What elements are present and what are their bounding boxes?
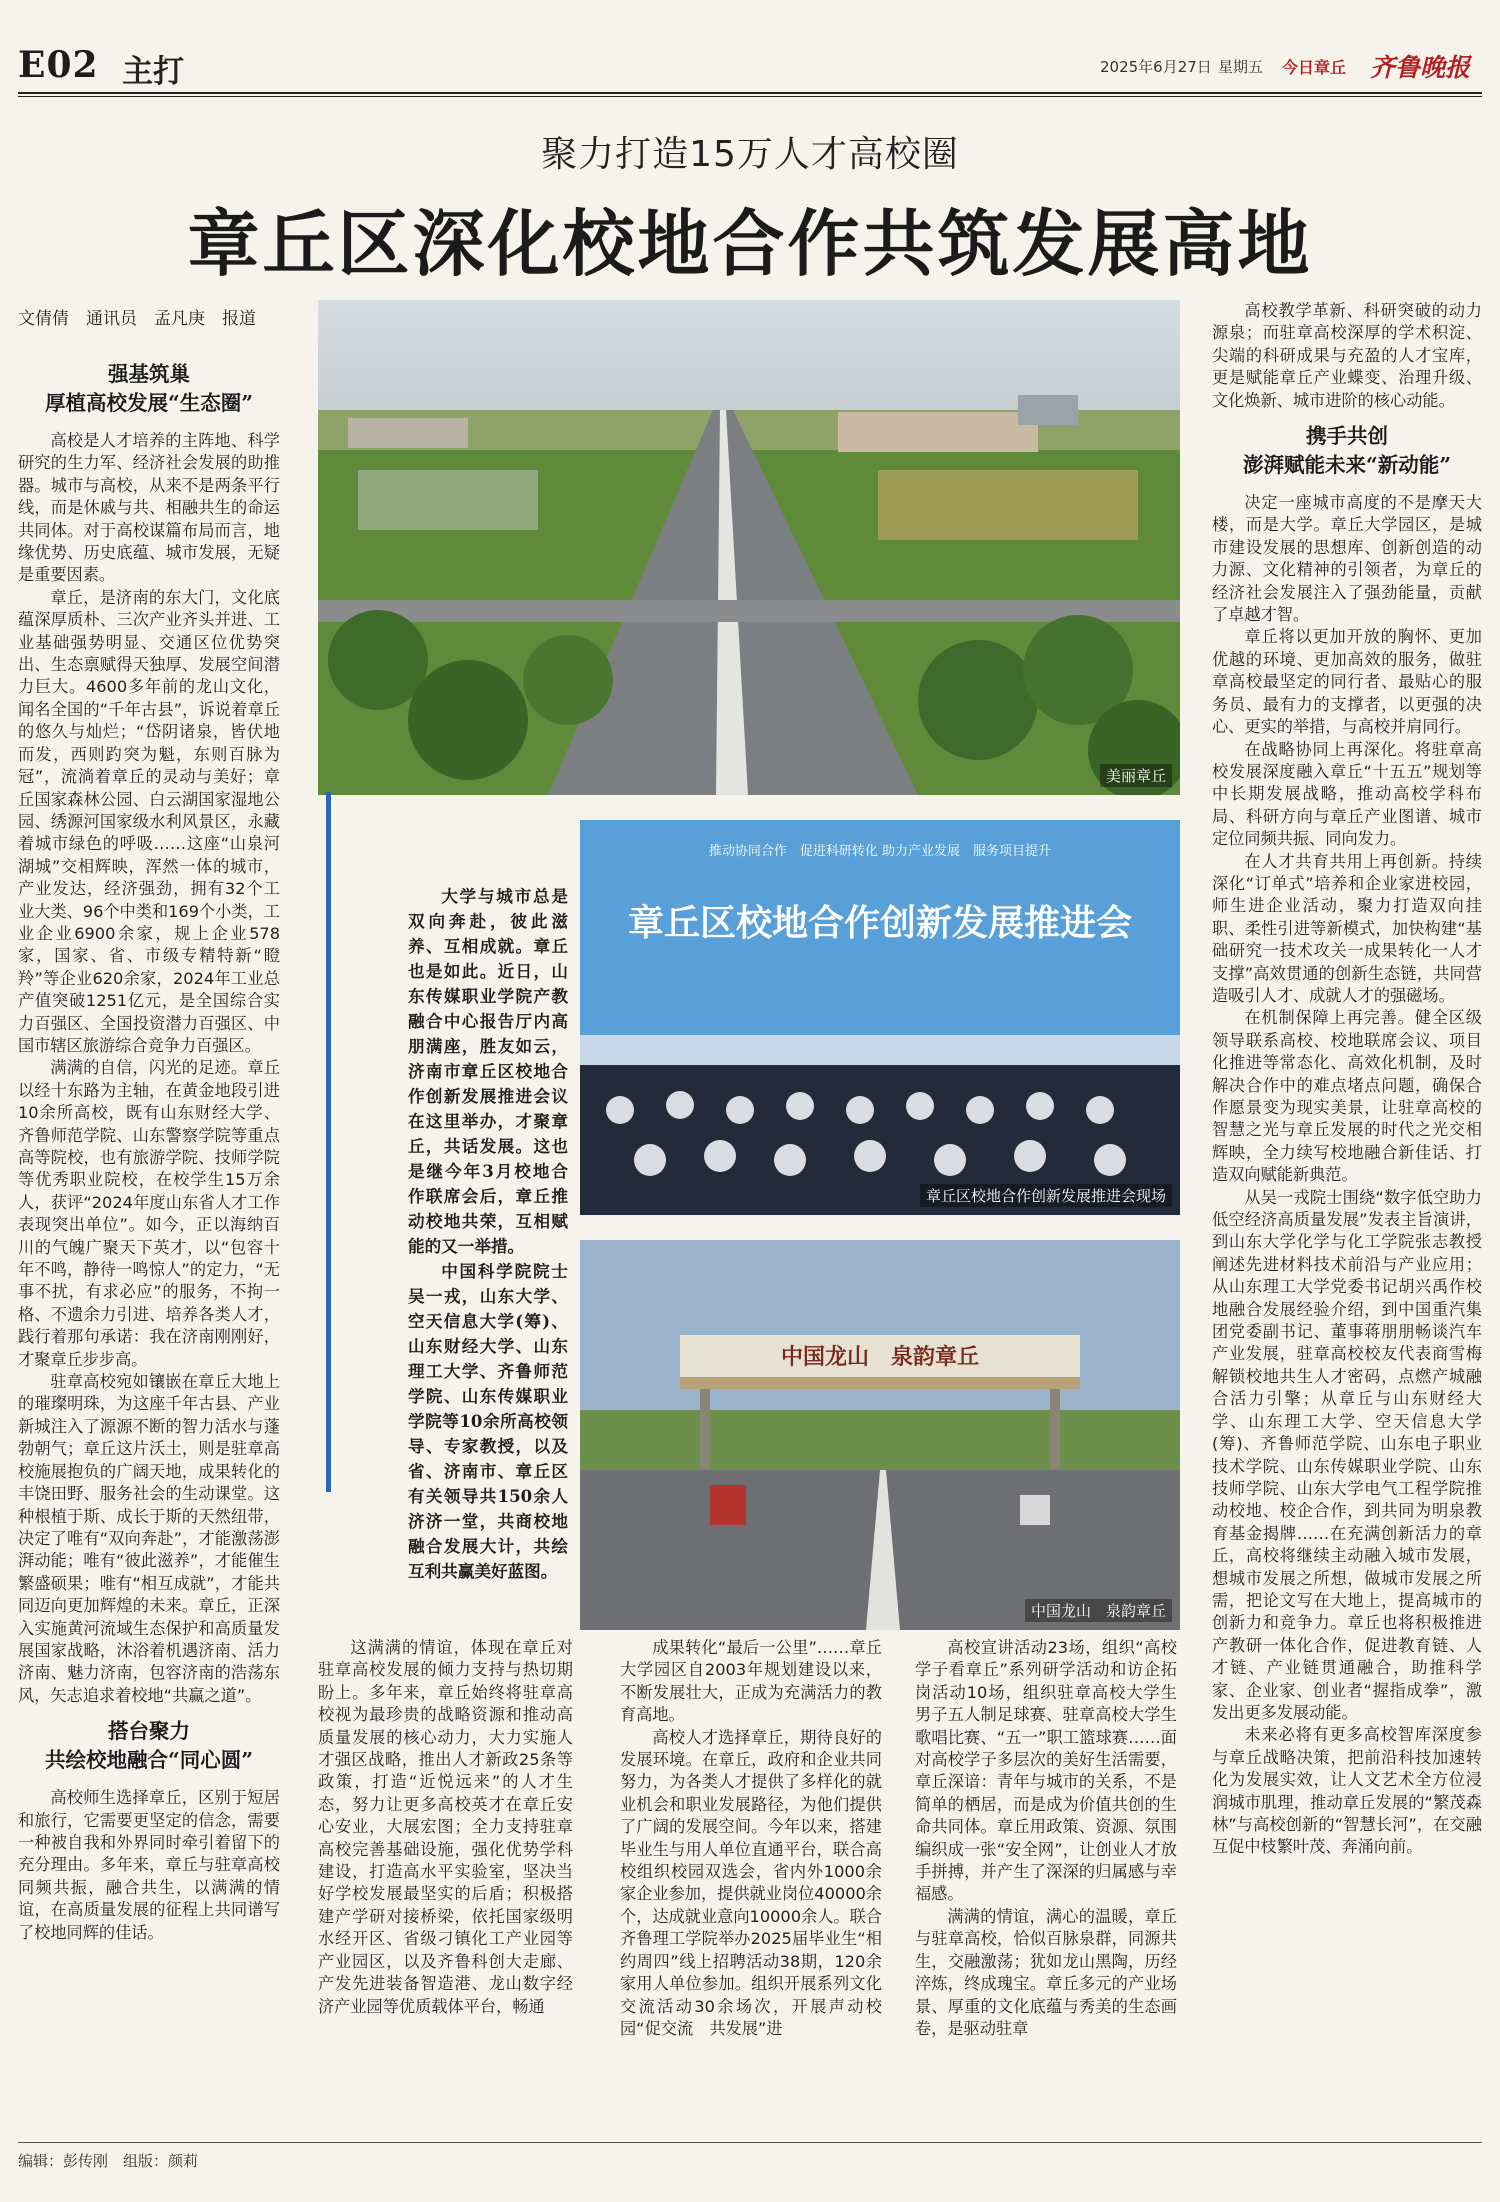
paragraph: 成果转化“最后一公里”……章丘大学园区自2003年规划建设以来，不断发展壮大，正成为充满活力的教育高地。 [620,1638,882,1725]
page-number: E02 [18,44,99,86]
lead-paragraph: 中国科学院院士吴一戎，山东大学、空天信息大学(筹)、山东财经大学、山东理工大学、齐鲁师范学院、山东传媒职业学院等10余所高校领导、专家教授，以及省、济南市、章丘区有关领导共150余人济济一堂，共商校地融合发展大计，共绘互利共赢美好蓝图。 [408,1261,568,1581]
column-2 [318,1637,573,2132]
paragraph: 高校人才选择章丘，期待良好的发展环境。在章丘，政府和企业共同努力，为各类人才提供了多样化的就业机会和职业发展路径，为他们提供了广阔的发展空间。今年以来，搭建毕业生与用人单位直通平台，联合高校组织校园双选会，省内外1000余家企业参加，提供就业岗位40000余个，达成就业意向10000余人。联合齐鲁理工学院举办2025届毕业生“相约周四”线上招聘活动38期，120余家用人单位参加。组织开展系列文化交流活动30余场次，开展声动校园“促交流 共发展”进 [620,1727,882,2038]
issue-date: 2025年6月27日 [1100,58,1212,76]
photo-aerial-zhangqiu [318,300,1180,795]
paragraph: 高校是人才培养的主阵地、科学研究的生力军、经济社会发展的助推器。城市与高校，从来不是两条平行线，而是休戚与共、相融共生的命运共同体。对于高校谋篇布局而言，地缘优势、历史底蕴、城市发展，无疑是重要因素。 [18,431,280,585]
subheading-2: 搭台聚力 共绘校地融合“同心圆” [44,1719,254,1773]
newspaper-logo: 齐鲁晚报 [1370,53,1471,82]
paragraph: 高校师生选择章丘，区别于短居和旅行，它需要更坚定的信念，需要一种被自我和外界同时牵引着留下的充分理由。多年来，章丘与驻章高校同频共振，融合共生，以满满的情谊，在高质量发展的征程上共同谱写了校地同辉的佳话。 [18,1788,280,1942]
road-illustration [580,1240,1180,1630]
conference-illustration [580,820,1180,1215]
byline: 文倩倩 通讯员 孟凡庚 报道 [18,309,256,329]
paragraph: 满满的自信，闪光的足迹。章丘以经十东路为主轴，在黄金地段引进10余所高校，既有山东财经大学、齐鲁师范学院、山东警察学院等重点高等院校，也有旅游学院、技师学院等优秀职业院校，在校学生15万余人，获评“2024年度山东省人才工作表现突出单位”。如今，正以海纳百川的气魄广聚天下英才，以“包容十年不鸣，静待一鸣惊人”的定力，“无事不扰，有求必应”的服务，不拘一格、不遗余力引进、培养各类人才，践行着那句承诺：我在济南刚刚好，才聚章丘步步高。 [18,1058,280,1369]
subheading-3: 携手共创 澎湃赋能未来“新动能” [1242,424,1452,478]
lead-accent-bar [326,792,331,1492]
paragraph: 决定一座城市高度的不是摩天大楼，而是大学。章丘大学园区，是城市建设发展的思想库、创新创造的动力源、文化精神的引领者，为章丘的经济社会发展注入了强劲能量，贡献了卓越才智。 [1212,493,1482,625]
paragraph: 在人才共育共用上再创新。持续深化“订单式”培养和企业家进校园，师生进企业活动，聚力打造双向挂职、柔性引进等新模式，加快构建“基础研究一技术攻关一成果转化一人才支撑”高效贯通的创新生态链，共同营造吸引人才、成就人才的强磁场。 [1212,851,1482,1005]
headline: 章丘区深化校地合作共筑发展高地 [187,201,1313,286]
photo-1-caption: 美丽章丘 [1100,764,1172,787]
photo-2-caption: 章丘区校地合作创新发展推进会现场 [920,1184,1172,1207]
lead-paragraph: 大学与城市总是双向奔赴，彼此滋养、互相成就。章丘也是如此。近日，山东传媒职业学院产教融合中心报告厅内高朋满座，胜友如云，济南市章丘区校地合作创新发展推进会议在这里举办，才聚章丘，共话发展。这也是继今年3月校地合作联席会后，章丘推动校地共荣，互相赋能的又一举措。 [408,886,568,1256]
paragraph: 未来必将有更多高校智库深度参与章丘战略决策，把前沿科技加速转化为发展实效，让人文艺术全方位浸润城市肌理，推动章丘发展的“繁茂森林”与高校创新的“智慧长河”，在交融互促中枝繁叶茂、奔涌向前。 [1212,1725,1482,1857]
section-name: 主打 [122,54,184,90]
column-5 [1212,300,1482,2132]
conference-banner-text: 章丘区校地合作创新发展推进会 [627,903,1133,944]
header-rule-thin [18,96,1482,97]
paragraph: 从吴一戎院士围绕“数字低空助力低空经济高质量发展”发表主旨演讲，到山东大学化学与化工学院张志教授阐述先进材料技术前沿与产业应用；从山东理工大学党委书记胡兴禹作校地融合发展经验介绍，到中国重汽集团党委副书记、董事蒋朋朋畅谈汽车产业发展，驻章高校校友代表商雪梅解锁校地共生人才密码，点燃产城融合活力引擎；从章丘与山东财经大学、山东理工大学、空天信息大学(筹)、齐鲁师范学院、山东电子职业技术学院、山东传媒职业学院、山东技师学院、山东大学电气工程学院推动校地、校企合作，到共同为明泉教育基金揭牌……在充满创新活力的章丘，高校将继续主动融入城市发展，想城市发展之所想，做城市发展之所需，把论文写在大地上，提高城市的创新力和竞争力。章丘也将积极推进产教研一体化合作，促进教育链、人才链、产业链贯通融合，助推科学家、企业家、创业者“握指成拳”，激发出更多发展动能。 [1212,1187,1482,1722]
paragraph: 章丘将以更加开放的胸怀、更加优越的环境、更加高效的服务，做驻章高校最坚定的同行者、最贴心的服务员、最有力的支撑者，以更强的决心、更实的举措，与高校并肩同行。 [1212,627,1482,737]
column-1 [18,338,280,2132]
paragraph: 高校宣讲活动23场，组织“高校学子看章丘”系列研学活动和访企拓岗活动10场，组织驻章高校大学生男子五人制足球赛、驻章高校大学生歌唱比赛、“五一”职工篮球赛……面对高校学子多层次的美好生活需要，章丘深谙：青年与城市的关系，不是简单的栖居，而是成为价值共创的生命共同体。章丘用政策、资源、氛围编织成一张“安全网”，让创业人才放手拼搏，并产生了深深的归属感与幸福感。 [915,1638,1177,1904]
conference-slogan: 推动协同合作 促进科研转化 助力产业发展 服务项目提升 [708,844,1052,859]
paragraph: 高校教学革新、科研突破的动力源泉；而驻章高校深厚的学术积淀、尖端的科研成果与充盈的人才宝库，更是赋能章丘产业蝶变、治理升级、文化焕新、城市进阶的核心动能。 [1212,301,1482,410]
kicker: 聚力打造15万人才高校圈 [541,134,959,175]
lead-text [408,884,568,1584]
editor-credit: 编辑：彭传刚 组版：颜莉 [18,2152,199,2170]
paragraph: 驻章高校宛如镶嵌在章丘大地上的璀璨明珠，为这座千年古县、产业新城注入了源源不断的智力活水与蓬勃朝气；章丘这片沃土，则是驻章高校施展抱负的广阔天地，成果转化的丰饶田野、服务社会的生动课堂。这种根植于斯、成长于斯的天然纽带，决定了唯有“双向奔赴”，才能激荡澎湃动能；唯有“彼此滋养”，才能催生繁盛硕果；唯有“相互成就”，才能共同迈向更加辉煌的未来。章丘，正深入实施黄河流域生态保护和高质量发展国家战略，沐浴着机遇济南、活力济南、魅力济南，包容济南的浩荡东风，矢志追求着校地“共赢之道”。 [18,1372,280,1705]
paragraph: 在战略协同上再深化。将驻章高校发展深度融入章丘“十五五”规划等中长期发展战略，推动高校学科布局、科研方向与章丘产业图谱、城市定位同频共振、同向发力。 [1212,739,1482,849]
paragraph: 在机制保障上再完善。健全区级领导联系高校、校地联席会议、项目化推进等常态化、高效化机制，及时解决合作中的难点堵点问题，确保合作愿景变为现实美景，让驻章高校的智慧之光与章丘发展的时代之光交相辉映，全力续写校地融合新佳话、打造双向赋能新典范。 [1212,1008,1482,1185]
paragraph: 章丘，是济南的东大门，文化底蕴深厚质朴、三次产业齐头并进、工业基础强势明显、交通区位优势突出、生态禀赋得天独厚、发展空间潜力巨大。4600多年前的龙山文化，闻名全国的“千年古县”，诉说着章丘的悠久与灿烂；“岱阴诸泉，皆伏地而发，西则趵突为魁，东则百脉为冠”，流淌着章丘的灵动与美好；章丘国家森林公园、白云湖国家湿地公园、绣源河国家级水利风景区，永藏着城市绿色的呼吸……这座“山泉河湖城”交相辉映，浑然一体的城市，产业发达，经济强劲，拥有32个工业大类、96个中类和169个小类，工业企业6900余家，规上企业578家，国家、省、市级专精特新“瞪羚”等企业620余家，2024年工业总产值突破1251亿元，是全国综合实力百强区、全国投资潜力百强区、中国市辖区旅游综合竞争力百强区。 [18,587,280,1055]
aerial-illustration [318,300,1180,795]
header-rule [18,92,1482,94]
paragraph: 这满满的情谊，体现在章丘对驻章高校发展的倾力支持与热切期盼上。多年来，章丘始终将驻章高校视为最珍贵的战略资源和推动高质量发展的核心动力，大力实施人才强区战略，推出人才新政25条等政策，打造“近悦远来”的人才生态，努力让更多高校英才在章丘安心安业，大展宏图；全力支持驻章高校完善基础设施，强化优势学科建设，打造高水平实验室，坚决当好学校发展最坚实的后盾；积极搭建产学研对接桥梁，依托国家级明水经开区、省级刁镇化工产业园等产业园区，以及齐鲁科创大走廊、产发先进装备智造港、龙山数字经济产业园等优质载体平台，畅通 [318,1638,573,2016]
column-3 [620,1637,882,2132]
column-4 [915,1637,1177,2132]
issue-weekday: 星期五 [1218,58,1264,76]
photo-road-sign [580,1240,1180,1630]
photo-3-caption: 中国龙山 泉韵章丘 [1025,1599,1172,1622]
road-sign-text: 中国龙山 泉韵章丘 [780,1344,980,1370]
photo-conference [580,820,1180,1215]
footer-rule [18,2142,1482,2143]
section-tag: 今日章丘 [1282,58,1347,77]
paragraph: 满满的情谊，满心的温暖，章丘与驻章高校，恰似百脉泉群，同源共生，交融激荡；犹如龙山黑陶，历经淬炼，终成瑰宝。章丘多元的产业场景、厚重的文化底蕴与秀美的生态画卷，是驱动驻章 [915,1906,1177,2038]
subheading-1: 强基筑巢 厚植高校发展“生态圈” [44,362,254,415]
